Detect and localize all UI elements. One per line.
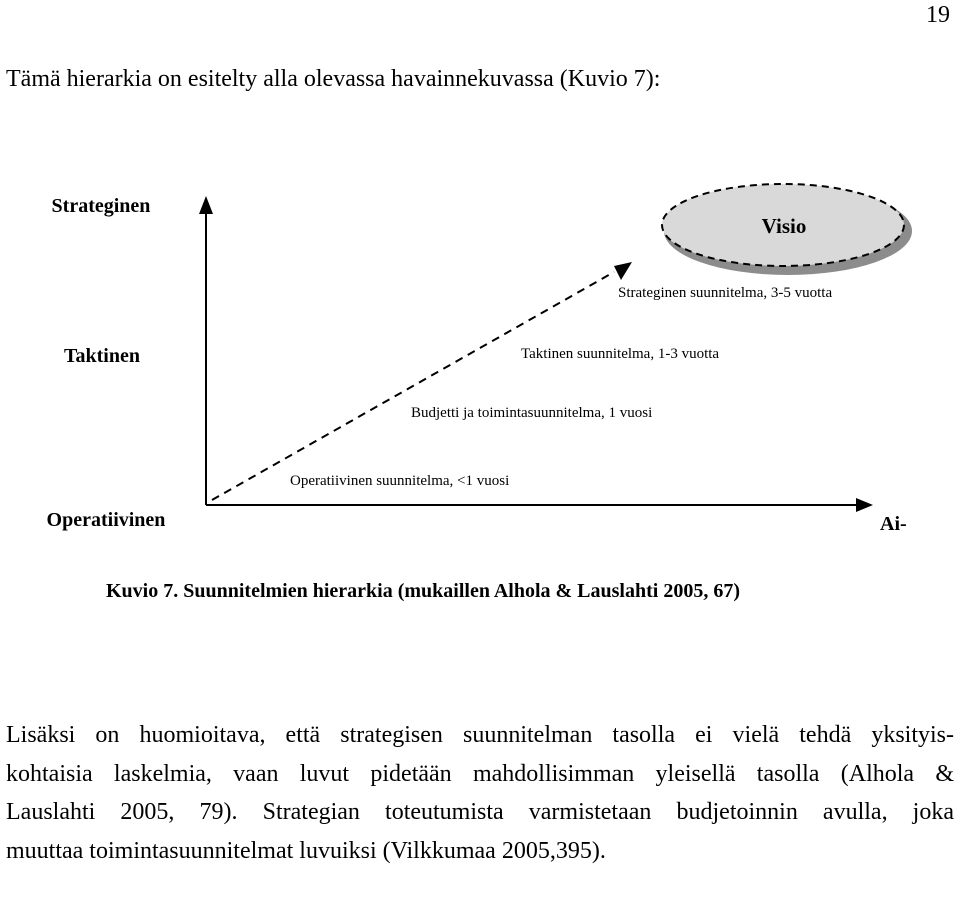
paragraph-line: muuttaa toimintasuunnitelmat luvuiksi (Vilkkumaa 2005,395). (6, 837, 606, 864)
body-paragraph (6, 716, 954, 870)
plan-operative: Operatiivinen suunnitelma, <1 vuosi (290, 473, 510, 489)
dashed-trend-arrowhead (614, 262, 632, 280)
vertical-axis-arrowhead (199, 196, 213, 214)
page-number: 19 (926, 2, 950, 28)
paragraph-line: Lauslahti 2005, 79). Strategian toteutumista varmistetaan budjetoinnin avulla, joka (6, 799, 954, 825)
figure-caption: Kuvio 7. Suunnitelmien hierarkia (mukaillen Alhola & Lauslahti 2005, 67) (106, 580, 740, 602)
dashed-trend-line (212, 272, 614, 500)
level-operative: Operatiivinen (46, 509, 166, 531)
level-strategic: Strateginen (51, 195, 151, 217)
vision-label: Visio (761, 214, 807, 238)
horizontal-axis-arrowhead (856, 498, 873, 512)
level-tactical: Taktinen (64, 345, 140, 367)
plan-budget: Budjetti ja toimintasuunnitelma, 1 vuosi (411, 405, 653, 421)
paragraph-line: Lisäksi on huomioitava, että strategisen suunnitelman tasolla ei vielä tehdä yksityis- (6, 722, 954, 748)
plan-tactical: Taktinen suunnitelma, 1-3 vuotta (521, 346, 720, 362)
plan-strategic: Strateginen suunnitelma, 3-5 vuotta (618, 285, 833, 301)
time-axis-label: Ai- (880, 513, 907, 535)
intro-text: Tämä hierarkia on esitelty alla olevassa havainnekuvassa (Kuvio 7): (6, 66, 661, 92)
paragraph-line: kohtaisia laskelmia, vaan luvut pidetään mahdollisimman yleisellä tasolla (Alhola & (6, 760, 954, 787)
